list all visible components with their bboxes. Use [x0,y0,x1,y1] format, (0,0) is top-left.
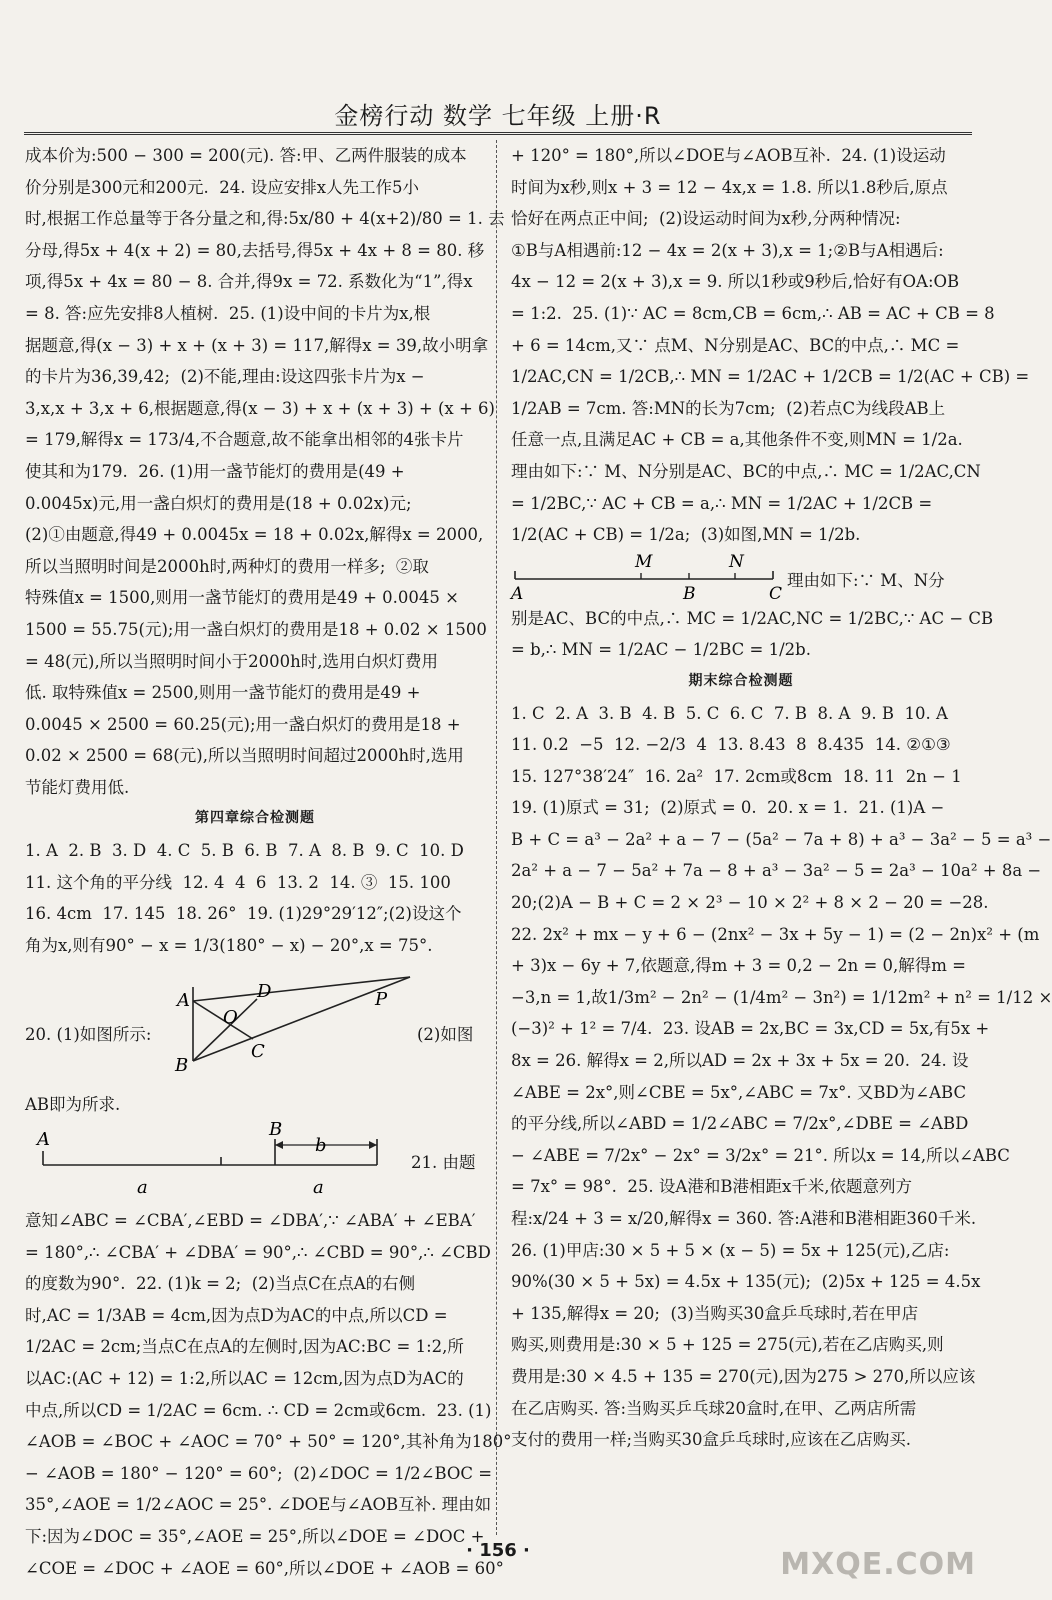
text-line: 特殊值x = 1500,则用一盏节能灯的费用是49 + 0.0045 × [25,588,459,608]
label-A: A [177,990,190,1012]
right-text-block-2 [511,603,994,666]
label-M: M [635,551,653,572]
text-line: ∠COE = ∠DOC + ∠AOE = 60°,所以∠DOE + ∠AOB = 60° [25,1558,504,1578]
text-line: 1/2AB = 7cm. 答:MN的长为7cm; (2)若点C为线段AB上 [511,398,946,418]
label-a-left: a [137,1177,148,1199]
text-line: 时间为x秒,则x + 3 = 12 − 4x,x = 1.8. 所以1.8秒后,原点 [511,177,948,197]
text-line: 1. A 2. B 3. D 4. C 5. B 6. B 7. A 8. B 9. C 10. D [25,841,464,861]
text-line: 中点,所以CD = 1/2AC = 6cm. ∴ CD = 2cm或6cm. 23. (1) [25,1400,492,1420]
text-line: 19. (1)原式 = 31; (2)原式 = 0. 20. x = 1. 21. (1)A − [511,798,945,818]
text-line: 分母,得5x + 4(x + 2) = 80,去括号,得5x + 4x + 8 = 80. 移 [25,240,485,260]
q21-label: 21. 由题 [411,1153,476,1173]
text-line: 35°,∠AOE = 1/2∠AOC = 25°. ∠DOE与∠AOB互补. 理由如 [25,1495,492,1515]
label-a-right: a [313,1177,324,1199]
text-line: 22. 2x² + mx − y + 6 − (2nx² − 3x + 5y − 1) = (2 − 2n)x² + (m [511,924,1040,944]
label-O: O [223,1007,238,1029]
text-line: 成本价为:500 − 300 = 200(元). 答:甲、乙两件服装的成本 [25,146,467,165]
left-text-block-2 [25,835,485,961]
text-line: 下:因为∠DOC = 35°,∠AOE = 25°,所以∠DOE = ∠DOC + [25,1526,485,1546]
text-line: 3,x,x + 3,x + 6,根据题意,得(x − 3) + x + (x + 3) + (x + 6) [25,398,495,418]
text-line: 1/2(AC + CB) = 1/2a; (3)如图,MN = 1/2b. [511,525,861,545]
text-line: 时,根据工作总量等于各分量之和,得:5x/80 + 4(x+2)/80 = 1. 去 [25,209,505,229]
watermark-logo: MXQE.COM [780,1547,976,1582]
text-line: 在乙店购买. 答:当购买乒乓球20盒时,在甲、乙两店所需 [511,1398,917,1418]
text-line: 程:x/24 + 3 = x/20,解得x = 360. 答:A港和B港相距360千米. [511,1209,977,1228]
text-line: B + C = a³ − 2a² + a − 7 − (5a² − 7a + 8) + a³ − 3a² − 5 = a³ − [511,829,1052,849]
text-line: 8x = 26. 解得x = 2,所以AD = 2x + 3x + 5x = 20. 24. 设 [511,1051,969,1071]
text-line: 项,得5x + 4x = 80 − 8. 合并,得9x = 72. 系数化为“1”,得x [25,272,473,292]
text-line: 2a² + a − 7 − 5a² + 7a − 8 + a³ − 3a² − 5 = 2a³ − 10a² + 8a − [511,861,1042,881]
text-line: 购买,则费用是:30 × 5 + 125 = 275(元),若在乙店购买,则 [511,1335,944,1355]
label-C: C [251,1041,265,1063]
text-line: ①B与A相遇前:12 − 4x = 2(x + 3),x = 1;②B与A相遇后: [511,240,944,260]
text-line: 角为x,则有90° − x = 1/3(180° − x) − 20°,x = 75°. [25,935,433,955]
text-line: = b,∴ MN = 1/2AC − 1/2BC = 1/2b. [511,640,811,660]
label-D: D [257,981,272,1003]
text-line: 1500 = 55.75(元);用一盏白炽灯的费用是18 + 0.02 × 1500 [25,619,487,639]
text-line: 使其和为179. 26. (1)用一盏节能灯的费用是(49 + [25,461,405,481]
text-line: 价分别是300元和200元. 24. 设应安排x人先工作5小 [25,177,420,197]
text-line: 15. 127°38′24″ 16. 2a² 17. 2cm或8cm 18. 11 2n − 1 [511,766,962,786]
text-line: 4x − 12 = 2(x + 3),x = 9. 所以1秒或9秒后,恰好有OA:OB [511,272,960,292]
text-line: 意知∠ABC = ∠CBA′,∠EBD = ∠DBA′,∵ ∠ABA′ + ∠EBA′ [25,1211,476,1231]
text-line: 11. 0.2 −5 12. −2/3 4 13. 8.43 8 8.435 14. ②①③ [511,735,951,755]
text-line: 1. C 2. A 3. B 4. B 5. C 6. C 7. B 8. A 9. B 10. A [511,703,948,723]
label-P: P [375,989,388,1011]
section-title-chapter4: 第四章综合检测题 [195,810,315,827]
text-line: 任意一点,且满足AC + CB = a,其他条件不变,则MN = 1/2a. [511,430,963,450]
section-title-final: 期末综合检测题 [688,672,794,689]
text-line: 节能灯费用低. [25,777,130,797]
label-C: C [769,583,783,604]
text-line: 的度数为90°. 22. (1)k = 2; (2)当点C在点A的右侧 [25,1274,416,1294]
q25-figure-row [511,551,971,603]
text-line: 恰好在两点正中间; (2)设运动时间为x秒,分两种情况: [511,209,901,229]
text-line: 0.0045x)元,用一盏白炽灯的费用是(18 + 0.02x)元; [25,493,412,513]
q20-answer: AB即为所求. [25,1095,121,1115]
right-text-block-1 [511,140,1030,551]
text-line: 的卡片为36,39,42; (2)不能,理由:设这四张卡片为x − [25,367,425,387]
label-b: b [315,1135,327,1157]
text-line: 0.0045 × 2500 = 60.25(元);用一盏白炽灯的费用是18 + [25,714,461,734]
label-B: B [683,583,696,604]
text-line: 理由如下:∵ M、N分别是AC、BC的中点,∴ MC = 1/2AC,CN [511,461,981,481]
text-line: 1/2AC,CN = 1/2CB,∴ MN = 1/2AC + 1/2CB = 1/2(AC + CB) = [511,367,1030,387]
text-line: 所以当照明时间是2000h时,两种灯的费用一样多; ②取 [25,556,429,576]
text-line: = 8. 答:应先安排8人植树. 25. (1)设中间的卡片为x,根 [25,303,431,323]
text-line: ∠AOB = ∠BOC + ∠AOC = 70° + 50° = 120°,其补角为180° [25,1432,512,1452]
text-line: 时,AC = 1/3AB = 4cm,因为点D为AC的中点,所以CD = [25,1305,448,1325]
text-line: = 1:2. 25. (1)∵ AC = 8cm,CB = 6cm,∴ AB = AC + CB = 8 [511,303,995,323]
text-line: − ∠AOB = 180° − 120° = 60°; (2)∠DOC = 1/2∠BOC = [25,1463,493,1483]
text-line: + 135,解得x = 20; (3)当购买30盒乒乓球时,若在甲店 [511,1303,919,1323]
right-text-block-3 [511,698,1052,1456]
text-line: = 48(元),所以当照明时间小于2000h时,选用白炽灯费用 [25,651,439,671]
q25-reason-label: 理由如下:∵ M、N分 [787,570,945,590]
text-line: 的平分线,所以∠ABD = 1/2∠ABC = 7/2x°,∠DBE = ∠ABD [511,1114,969,1134]
q20-label-2: (2)如图 [417,1025,474,1045]
text-line: 以AC:(AC + 12) = 1:2,所以AC = 12cm,因为点D为AC的 [25,1369,464,1388]
text-line: + 120° = 180°,所以∠DOE与∠AOB互补. 24. (1)设运动 [511,146,946,165]
text-line: 据题意,得(x − 3) + x + (x + 3) = 117,解得x = 39,故小明拿 [25,335,489,355]
q20-label: 20. (1)如图所示: [25,1025,152,1045]
column-divider [496,140,497,1535]
label-A: A [511,583,524,604]
text-line: 26. (1)甲店:30 × 5 + 5 × (x − 5) = 5x + 125(元),乙店: [511,1240,950,1260]
text-line: 支付的费用一样;当购买30盒乒乓球时,应该在乙店购买. [511,1430,912,1450]
label-N: N [729,551,744,572]
label-B: B [269,1119,283,1141]
text-line: + 3)x − 6y + 7,依题意,得m + 3 = 0,2 − 2n = 0,解得m = [511,956,966,976]
page-number: · 156 · [466,1540,530,1561]
text-line: 20;(2)A − B + C = 2 × 2³ − 10 × 2² + 8 × 2 − 20 = −28. [511,893,989,913]
text-line: 费用是:30 × 4.5 + 135 = 270(元),因为275 > 270,所以应该 [511,1366,976,1386]
right-column [511,140,1052,1456]
text-line: = 7x° = 98°. 25. 设A港和B港相距x千米,依题意列方 [511,1177,912,1197]
text-line: 低. 取特殊值x = 2500,则用一盏节能灯的费用是49 + [25,683,421,703]
text-line: 1/2AC = 2cm;当点C在点A的左侧时,因为AC:BC = 1:2,所 [25,1337,464,1357]
text-line: (−3)² + 1² = 7/4. 23. 设AB = 2x,BC = 3x,CD = 5x,有5x + [511,1019,990,1039]
q20-figure-row [25,961,485,1089]
text-line: ∠ABE = 2x°,则∠CBE = 5x°,∠ABC = 7x°. 又BD为∠ABC [511,1082,967,1102]
text-line: (2)①由题意,得49 + 0.0045x = 18 + 0.02x,解得x = 2000, [25,525,484,545]
text-line: = 180°,∴ ∠CBA′ + ∠DBA′ = 90°,∴ ∠CBD = 90°,∴ ∠CBD [25,1242,491,1262]
label-A: A [37,1129,50,1151]
text-line: 90%(30 × 5 + 5x) = 4.5x + 135(元); (2)5x + 125 = 4.5x [511,1272,981,1292]
text-line: = 179,解得x = 173/4,不合题意,故不能拿出相邻的4张卡片 [25,430,464,450]
page-header: 金榜行动 数学 七年级 上册·R [334,102,662,130]
left-text-block-1 [25,140,505,803]
text-line: + 6 = 14cm,又∵ 点M、N分别是AC、BC的中点,∴ MC = [511,335,960,355]
text-line: 11. 这个角的平分线 12. 4 4 6 13. 2 14. ③ 15. 100 [25,872,451,892]
text-line: = 1/2BC,∵ AC + CB = a,∴ MN = 1/2AC + 1/2CB = [511,493,933,513]
header-rule [24,132,972,135]
label-B: B [175,1055,189,1077]
text-line: − ∠ABE = 7/2x° − 2x° = 3/2x° = 21°. 所以x = 14,所以∠ABC [511,1145,1010,1165]
q21-figure-row [25,1121,485,1205]
text-line: 0.02 × 2500 = 68(元),所以当照明时间超过2000h时,选用 [25,746,464,766]
text-line: 别是AC、BC的中点,∴ MC = 1/2AC,NC = 1/2BC,∵ AC − CB [511,608,994,628]
text-line: −3,n = 1,故1/3m² − 2n² − (1/4m² − 3n²) = 1/12m² + n² = 1/12 × [511,987,1052,1007]
text-line: 16. 4cm 17. 145 18. 26° 19. (1)29°29′12″;(2)设这个 [25,904,462,924]
